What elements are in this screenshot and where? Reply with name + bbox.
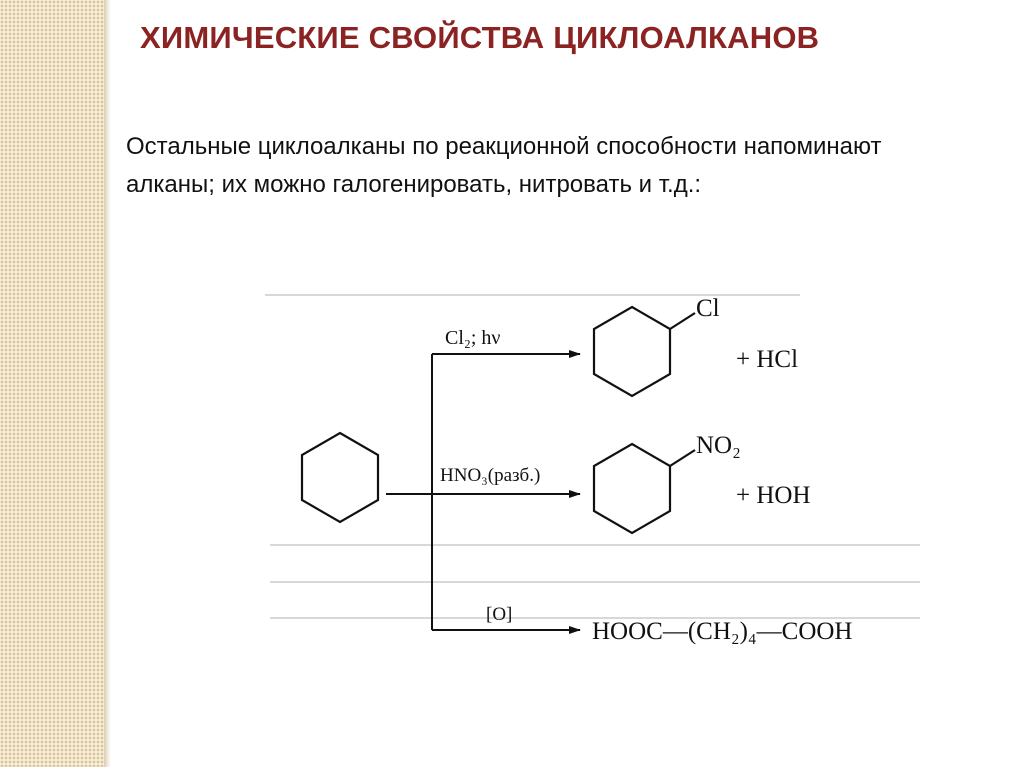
- slide-title: ХИМИЧЕСКИЕ СВОЙСТВА ЦИКЛОАЛКАНОВ: [140, 20, 820, 55]
- byproduct-hcl: + HCl: [736, 346, 799, 373]
- bond-c-no2: [670, 450, 695, 466]
- strip-border: [104, 0, 111, 767]
- reagent-chlorination: Cl₂; hν: [445, 327, 501, 349]
- byproduct-hoh: + HOH: [736, 482, 811, 509]
- bond-c-cl: [670, 313, 695, 329]
- decorative-strip: [0, 0, 104, 767]
- substituent-no2: NO₂: [696, 432, 741, 459]
- reagent-oxidation: [O]: [486, 604, 513, 625]
- substituent-cl: Cl: [696, 295, 720, 322]
- reagent-nitration: HNO₃(разб.): [440, 465, 541, 486]
- slide-body-text: Остальные циклоалканы по реакционной способности напоминают алканы; их можно галогенировать, нитровать и т.д.:: [126, 133, 882, 198]
- reactant-cyclohexane: [302, 433, 378, 522]
- product-nitrocyclohexane-ring: [594, 444, 670, 533]
- scan-ghost-text: [265, 295, 920, 618]
- reaction-scheme: [240, 250, 920, 690]
- product-adipic-acid: HOOC—(CH₂)₄—COOH: [592, 618, 853, 645]
- product-chlorocyclohexane-ring: [594, 307, 670, 396]
